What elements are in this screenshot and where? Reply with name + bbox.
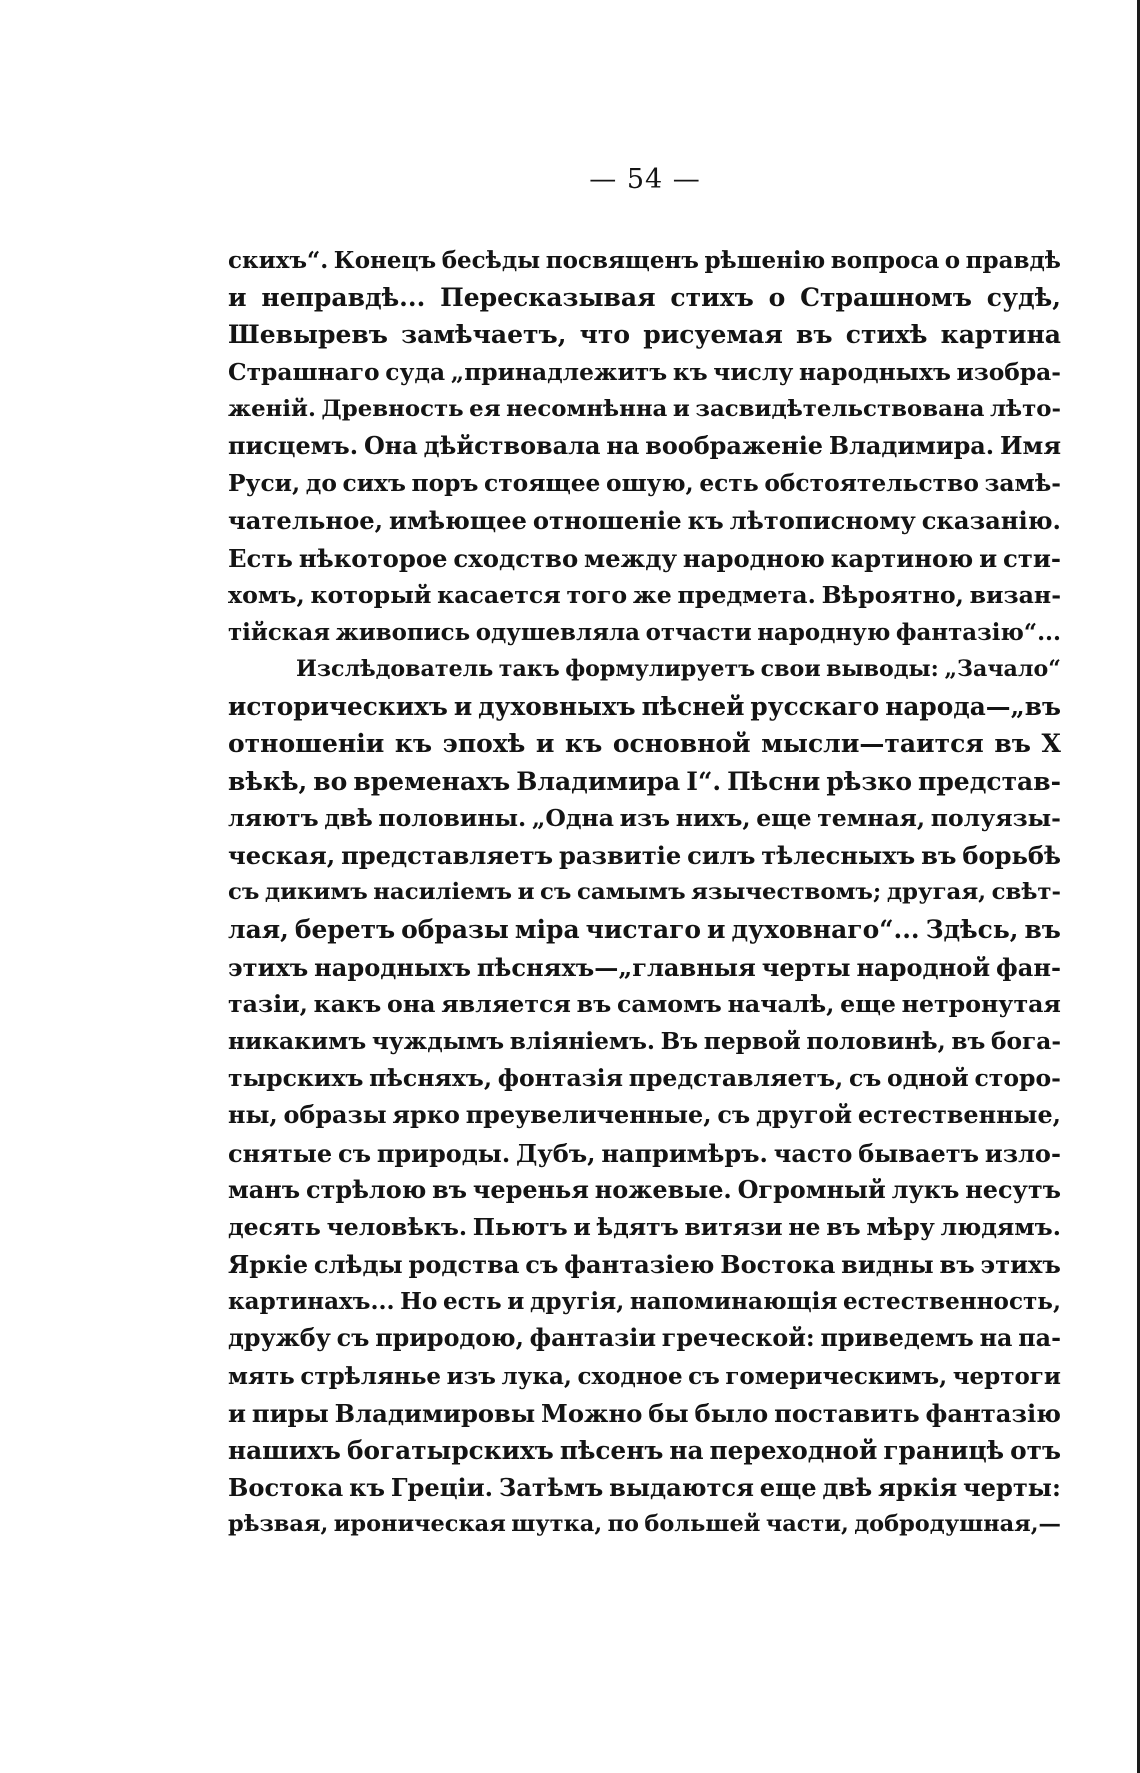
text-line: мять стрѣлянье изъ лука, сходное съ гомерическимъ, чертоги <box>228 1362 1061 1390</box>
text-line: Страшнаго суда „принадлежитъ къ числу народныхъ изобра- <box>228 357 1061 386</box>
text-line: снятые съ природы. Дубъ, напримѣръ. часто бываетъ изло- <box>228 1138 1061 1168</box>
text-line: ческая, представляетъ развитіе силъ тѣлесныхъ въ борьбѣ <box>228 841 1061 870</box>
text-line: Шевыревъ замѣчаетъ, что рисуемая въ стихѣ картина <box>228 320 1061 350</box>
text-line: съ дикимъ насиліемъ и съ самымъ язычествомъ; другая, свѣт- <box>228 879 1061 906</box>
text-line: тійская живопись одушевляла отчасти народную фантазію“... <box>228 618 1061 646</box>
text-line: женій. Древность ея несомнѣнна и засвидѣтельствована лѣто- <box>228 395 1061 422</box>
text-line: скихъ“. Конецъ бесѣды посвященъ рѣшенію вопроса о правдѣ <box>228 247 1061 274</box>
text-line: и пиры Владимировы Можно бы было поставить фантазію <box>228 1398 1061 1428</box>
text-line: хомъ, который касается того же предмета. Вѣроятно, визан- <box>228 580 1061 609</box>
text-line: отношеніи къ эпохѣ и къ основной мысли—таится въ X <box>228 729 1061 759</box>
text-line: никакимъ чуждымъ вліяніемъ. Въ первой половинѣ, въ бога- <box>228 1027 1061 1055</box>
text-line: тазіи, какъ она является въ самомъ началѣ, еще нетронутая <box>228 989 1061 1018</box>
text-line: писцемъ. Она дѣйствовала на воображеніе Владимира. Имя <box>228 431 1061 460</box>
text-line: десять человѣкъ. Пьютъ и ѣдятъ витязи не въ мѣру людямъ. <box>228 1212 1061 1241</box>
text-line: манъ стрѣлою въ черенья ножевые. Огромный лукъ несутъ <box>228 1175 1061 1204</box>
text-line: картинахъ... Но есть и другія, напоминающія естественность, <box>228 1288 1061 1316</box>
text-line: ляютъ двѣ половины. „Одна изъ нихъ, еще темная, полуязы- <box>228 803 1061 832</box>
text-line: вѣкѣ, во временахъ Владимира I“. Пѣсни рѣзко представ- <box>228 766 1061 796</box>
text-line: историческихъ и духовныхъ пѣсней русскаго народа—„въ <box>228 692 1061 722</box>
text-line: и неправдѣ... Пересказывая стихъ о Страшномъ судѣ, <box>228 283 1061 313</box>
text-line: Есть нѣкоторое сходство между народною картиною и сти- <box>228 543 1061 573</box>
text-line: Востока къ Греціи. Затѣмъ выдаются еще двѣ яркія черты: <box>228 1473 1061 1503</box>
text-line: чательное, имѣющее отношеніе къ лѣтописному сказанію. <box>228 506 1061 536</box>
text-line: рѣзвая, ироническая шутка, по большей части, добродушная,— <box>228 1511 1061 1538</box>
paragraph-first-line: Изслѣдователь такъ формулируетъ свои выводы: „Зачало“ <box>296 656 1061 683</box>
text-line: тырскихъ пѣсняхъ, фонтазія представляетъ, съ одной сторо- <box>228 1064 1061 1093</box>
text-line: дружбу съ природою, фантазіи греческой: приведемъ на па- <box>228 1324 1061 1353</box>
text-line: ны, образы ярко преувеличенные, съ другой естественные, <box>228 1101 1061 1130</box>
text-line: этихъ народныхъ пѣсняхъ—„главныя черты народной фан- <box>228 952 1061 982</box>
text-line: нашихъ богатырскихъ пѣсенъ на переходной границѣ отъ <box>228 1436 1061 1465</box>
body-text <box>228 242 1061 1544</box>
text-line: Яркіе слѣды родства съ фантазіею Востока видны въ этихъ <box>228 1250 1061 1280</box>
text-line: Руси, до сихъ поръ стоящее ошую, есть обстоятельство замѣ- <box>228 469 1061 498</box>
page-number: — 54 — <box>589 164 701 195</box>
text-line: лая, беретъ образы міра чистаго и духовнаго“... Здѣсь, въ <box>228 915 1061 945</box>
